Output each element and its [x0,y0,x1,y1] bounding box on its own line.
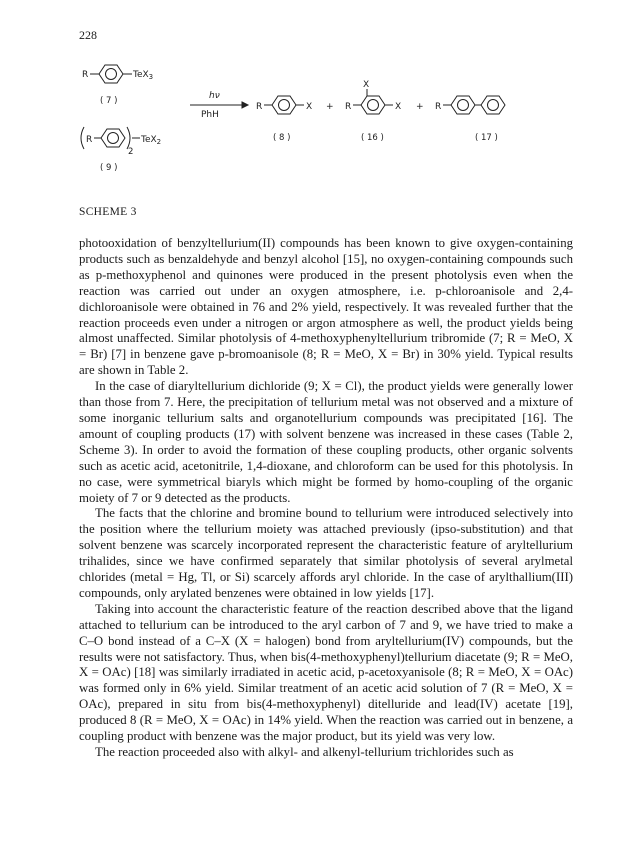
paragraph: Taking into account the characteristic feature of the reaction described above that the ligand attached to tellurium can be introduced to the aryl carbon of 7 and 9, we have tried to make a C–O bond instead of a C–X (X = halogen) bond from aryltellurium(IV) compounds, but the results were not satisfactory. Thus, when bis(4-methoxyphenyl)tellurium diacetate (9; R = MeO, X = OAc) [18] was similarly irradiated in acetic acid, p-acetoxyanisole (8; R = MeO, X = OAc) was formed only in 6% yield. Similar treatment of an acetic acid solution of 7 (R = MeO, X = OAc), prepared in situ from bis(4-methoxyphenyl) ditelluride and lead(IV) acetate [19], produced 8 (R = MeO, X = OAc) in 14% yield. When the reaction was carried out in benzene, a coupling product with benzene was the major product, but its yield was very low. [79,601,573,744]
product-16-top: X [363,80,370,90]
compound-9 [81,127,161,173]
compound-7-number: ( 7 ) [100,96,118,106]
product-8-right: X [306,102,313,112]
product-16-right: X [395,102,402,112]
product-16-number: ( 16 ) [361,133,384,143]
reaction-scheme [70,58,550,190]
reaction-arrow [190,91,248,120]
product-8-left: R [256,102,263,112]
product-8 [256,96,312,143]
scheme-caption: SCHEME 3 [79,206,137,218]
product-17-left: R [435,102,442,112]
paragraph: photooxidation of benzyltellurium(II) compounds has been known to give oxygen-containing products such as benzaldehyde and benzyl alcohol [15], no oxygen-containing compounds such as p-methoxyphenol and quinones were produced in the present photolysis even when the reaction was carried out under an oxygen atmosphere, i.e. p-chloroanisole and 2,4-dichloroanisole were obtained in 76 and 2% yield, respectively. It was revealed further that the reaction proceeds even under a nitrogen or argon atmosphere as well, the product yields being almost unaffected. Similar photolysis of 4-methoxyphenyltellurium tribromide (7; R = MeO, X = Br) [7] in benzene gave p-bromoanisole (8; R = MeO, X = Br) in 30% yield. Typical results are shown in Table 2. [79,236,573,378]
compound-9-substituent: R [86,135,93,145]
product-16-left: R [345,102,352,112]
paragraph: The facts that the chlorine and bromine bound to tellurium were introduced selectively into the position where the tellurium moiety was attached previously (ipso-substitution) and that solvent benzene was scarcely incorporated represent the characteristic feature of aryltellurium trihalides, since we have confirmed separately that similar photolysis of several arylmetal chlorides (metal = Hg, Tl, or Si) scarcely affords aryl chloride. In the case of arylthallium(III) compounds, only arylated benzenes were obtained in low yields [17]. [79,506,573,600]
product-16 [345,80,401,143]
compound-7-group: TeX$_3$ [133,70,154,81]
plus-sign-1: + [326,102,334,112]
arrow-condition-top: hν [209,91,220,101]
compound-9-group: TeX$_2$ [141,135,162,146]
paragraph: In the case of diaryltellurium dichloride (9; X = Cl), the product yields were generally lower than those from 7. Here, the precipitation of tellurium metal was not observed and a mixture of some inorganic tellurium salts and organotellurium compounds was precipitated [16]. The amount of coupling products (17) with solvent benzene was increased in these cases (Table 2, Scheme 3). In order to avoid the formation of these coupling products, other organic solvents such as acetic acid, acetonitrile, 1,4-dioxane, and chloroform can be used for this photolysis. In no case, were symmetrical biaryls which might be formed by homo-coupling of the organic moiety of 7 or 9 detected as the products. [79,379,573,505]
compound-9-number: ( 9 ) [100,163,118,173]
product-17-number: ( 17 ) [475,133,498,143]
plus-sign-2: + [416,102,424,112]
page-number: 228 [79,28,97,42]
body-text [79,236,573,761]
compound-9-repeat: 2 [128,147,134,157]
product-8-number: ( 8 ) [273,133,291,143]
compound-7 [82,65,153,106]
arrow-condition-bottom: PhH [201,110,219,120]
product-17 [435,96,505,143]
paragraph: The reaction proceeded also with alkyl- and alkenyl-tellurium trichlorides such as [95,745,514,759]
compound-7-substituent: R [82,70,89,80]
